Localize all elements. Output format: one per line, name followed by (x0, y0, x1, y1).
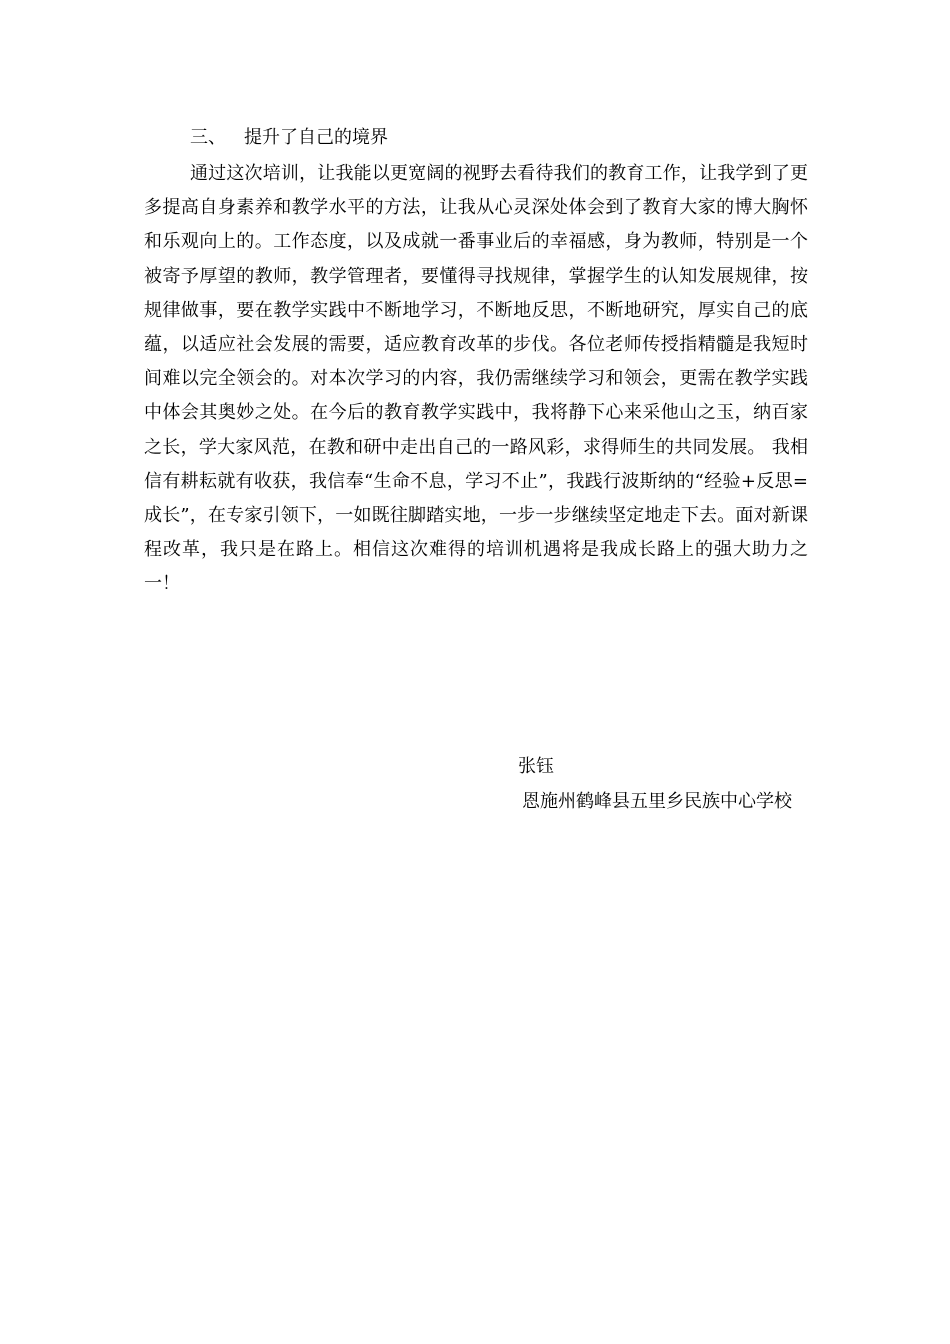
section-number: 三、 (190, 127, 226, 148)
body-paragraph: 通过这次培训，让我能以更宽阔的视野去看待我们的教育工作，让我学到了更多提高自身素养和教学水平的方法，让我从心灵深处体会到了教育大家的博大胸怀和乐观向上的。工作态度，以及成就一番事业后的幸福感，身为教师，特别是一个被寄予厚望的教师，教学管理者，要懂得寻找规律，掌握学生的认知发展规律，按规律做事，要在教学实践中不断地学习，不断地反思，不断地研究，厚实自己的底蕴，以适应社会发展的需要，适应教育改革的步伐。各位老师传授指精髓是我短时间难以完全领会的。对本次学习的内容，我仍需继续学习和领会，更需在教学实践中体会其奥妙之处。在今后的教育教学实践中，我将静下心来采他山之玉，纳百家之长，学大家风范，在教和研中走出自己的一路风彩，求得师生的共同发展。 我相信有耕耘就有收获，我信奉“生命不息，学习不止”，我践行波斯纳的“经验+反思=成长”，在专家引领下，一如既往脚踏实地，一步一步继续坚定地走下去。面对新课程改革，我只是在路上。相信这次难得的培训机遇将是我成长路上的强大助力之一！ (144, 163, 808, 595)
author-name: 张钰 (518, 756, 554, 777)
section-title: 提升了自己的境界 (244, 127, 388, 148)
school-name: 恩施州鹤峰县五里乡民族中心学校 (522, 791, 792, 812)
section-heading (190, 124, 388, 152)
